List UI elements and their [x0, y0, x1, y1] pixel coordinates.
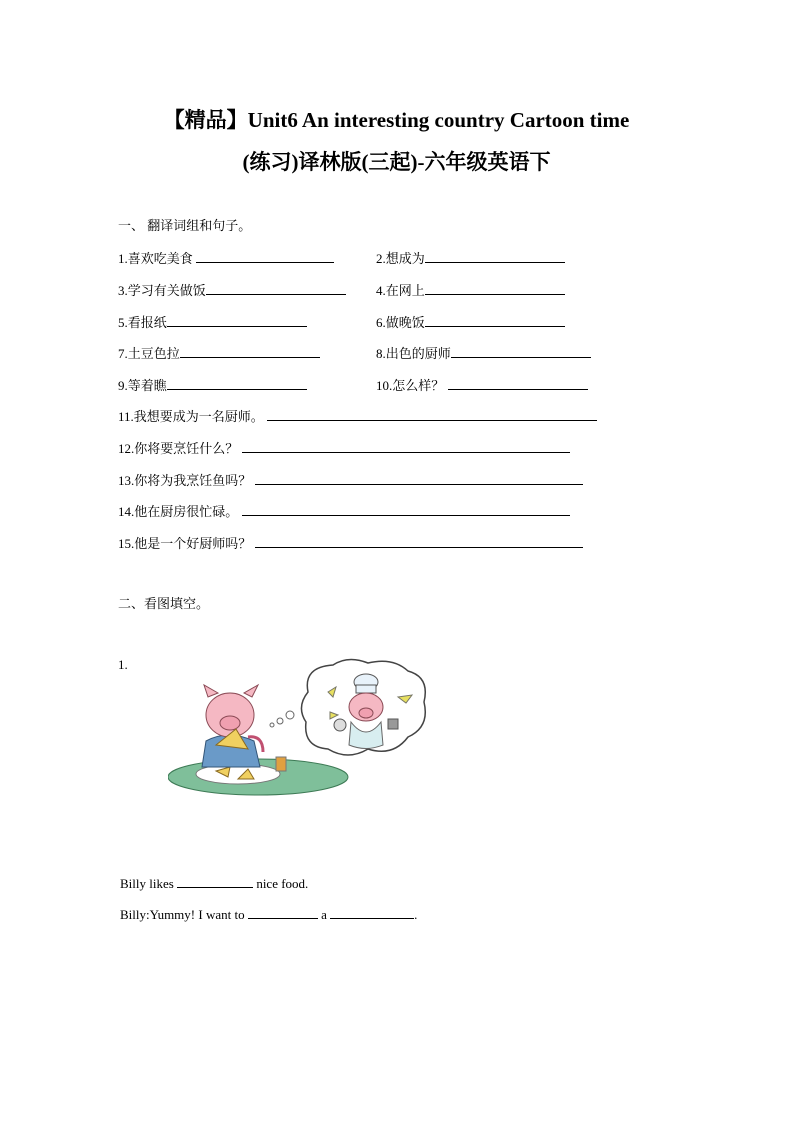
answer-blank[interactable] — [206, 282, 346, 295]
title-line-2: (练习)译林版(三起)-六年级英语下 — [242, 150, 551, 174]
answer-blank[interactable] — [167, 314, 307, 327]
answer-blank[interactable] — [425, 250, 565, 263]
item-5: 5.看报纸 — [118, 314, 307, 331]
answer-blank[interactable] — [177, 875, 253, 888]
item-4: 4.在网上 — [376, 282, 565, 299]
item-7: 7.土豆色拉 — [118, 345, 320, 362]
item-15: 15.他是一个好厨师吗？ — [118, 535, 583, 552]
answer-blank[interactable] — [267, 408, 597, 421]
answer-blank[interactable] — [242, 440, 570, 453]
fill-sentence-2: Billy:Yummy! I want to a . — [120, 907, 418, 922]
item-10: 10.怎么样？ — [376, 377, 588, 394]
answer-blank[interactable] — [248, 906, 318, 919]
item-2: 2.想成为 — [376, 250, 565, 267]
answer-blank[interactable] — [425, 282, 565, 295]
item-9: 9.等着瞧 — [118, 377, 307, 394]
item-11: 11.我想要成为一名厨师。 — [118, 408, 597, 425]
fill-sentence-1: Billy likes nice food. — [120, 876, 309, 891]
section-2-heading: 二、看图填空。 — [118, 596, 210, 611]
title-line-1: 【精品】Unit6 An interesting country Cartoon time — [163, 108, 630, 132]
answer-blank[interactable] — [451, 345, 591, 358]
cartoon-pig-chef-image — [168, 657, 430, 797]
answer-blank[interactable] — [330, 906, 414, 919]
item-12: 12.你将要烹饪什么？ — [118, 440, 570, 457]
answer-blank[interactable] — [242, 503, 570, 516]
answer-blank[interactable] — [196, 250, 334, 263]
item-13: 13.你将为我烹饪鱼吗？ — [118, 472, 583, 489]
item-1: 1.喜欢吃美食 — [118, 250, 334, 267]
section-1-heading: 一、 翻译词组和句子。 — [118, 218, 252, 233]
answer-blank[interactable] — [425, 314, 565, 327]
item-6: 6.做晚饭 — [376, 314, 565, 331]
answer-blank[interactable] — [448, 377, 588, 390]
item-14: 14.他在厨房很忙碌。 — [118, 503, 570, 520]
item-3: 3.学习有关做饭 — [118, 282, 346, 299]
answer-blank[interactable] — [255, 472, 583, 485]
answer-blank[interactable] — [180, 345, 320, 358]
item-number: 1. — [118, 657, 128, 672]
item-8: 8.出色的厨师 — [376, 345, 591, 362]
answer-blank[interactable] — [255, 535, 583, 548]
answer-blank[interactable] — [167, 377, 307, 390]
